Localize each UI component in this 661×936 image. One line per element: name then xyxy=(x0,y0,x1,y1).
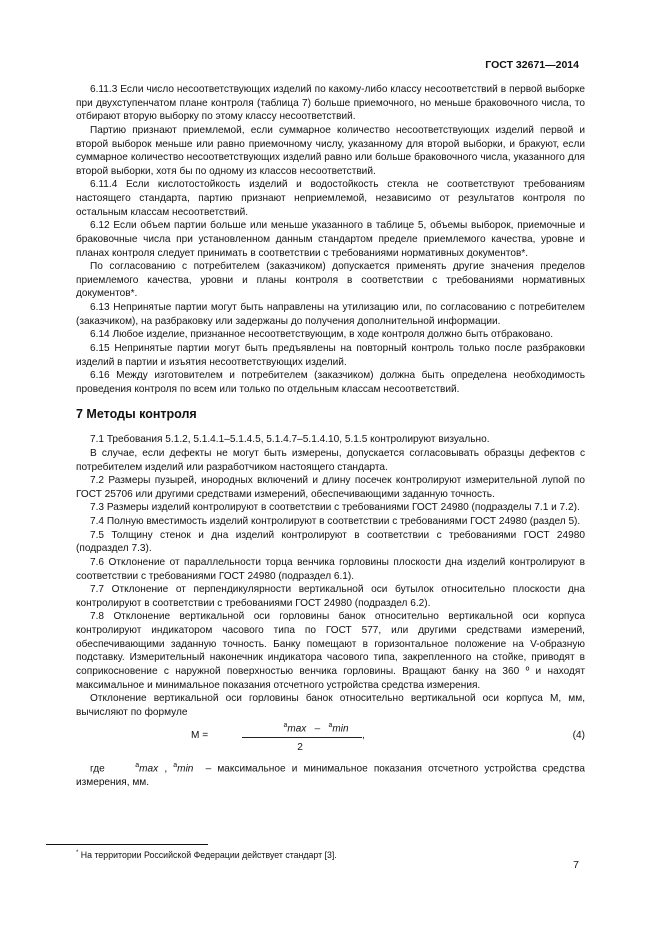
where-a-max: max xyxy=(139,763,159,775)
paragraph-6-11-4: 6.11.4 Если кислотостойкость изделий и водостойкость стекла не соответствуют требованиям настоящего стандарта, партию признают неприемлемой, независимо от результатов контроля по остальным классам несоответствий. xyxy=(76,179,585,218)
where-lead: где xyxy=(90,763,105,775)
where-a-min-superscript: a xyxy=(173,762,178,770)
paragraph-7-8: 7.8 Отклонение вертикальной оси горловины банок относительно вертикальной оси корпуса контролируют индикатором часового типа по ГОСТ 577, или другими средствами измерений, обеспечивающими заданную точность. Банку помещают в горизонтальное положение на V-образную подставку. Измерительный наконечник индикатора часового типа, закрепленного на стойке, приводят в соприкосновение с наружной поверхностью венчика горловины. Вращают банку на 360 º и находят максимальное и минимальное показания отсчетного устройства средства измерения. xyxy=(76,611,585,691)
formula-number: (4) xyxy=(572,730,585,742)
paragraph-6-11-3: 6.11.3 Если число несоответствующих изделий по какому-либо классу несоответствий в первой выборке при двухступенчатом плане контроля (таблица 7) больше приемочного, но меньше браковочного числа, то отбирают вторую выборку по этому классу несоответствий. xyxy=(76,84,585,123)
formula-minus: – xyxy=(314,723,321,735)
paragraph-7-3: 7.3 Размеры изделий контролируют в соответствии с требованиями ГОСТ 24980 (подразделы 7.1 и 7.2). xyxy=(90,502,580,514)
paragraph-agreement: По согласованию с потребителем (заказчиком) допускается применять другие значения пределов приемлемого качества, уровни и планы контроля в соответствии с требованиями нормативных документов*. xyxy=(76,261,585,300)
page-body xyxy=(76,83,585,790)
page-number: 7 xyxy=(573,859,579,871)
footnote-text: На территории Российской Федерации действует стандарт [3]. xyxy=(80,849,337,860)
where-text: – максимальное и минимальное показания отсчетного устройства средства измерения, мм. xyxy=(76,763,585,789)
formula-a-max: max xyxy=(287,723,307,735)
paragraph-acceptance: Партию признают приемлемой, если суммарное количество несоответствующих изделий первой и второй выборок меньше или равно приемочному числу, указанному для второй выборки, и бракуют, если суммарное количество несоответствующих изделий равно или больше браковочного числа, указанного для второй выборки, хотя бы по одному из классов несоответствий. xyxy=(76,124,585,177)
paragraph-7-2: 7.2 Размеры пузырей, инородных включений и длину посечек контролируют измерительной лупой по ГОСТ 25706 или другими средствами измерений, обеспечивающими заданную точность. xyxy=(76,475,585,500)
formula-fraction-line xyxy=(242,737,362,738)
paragraph-6-15: 6.15 Непринятые партии могут быть предъявлены на повторный контроль только после разбраковки изделий в партии и изъятия несоответствующих изделий. xyxy=(76,342,585,368)
footnote-mark: * xyxy=(76,850,79,856)
formula-a-max-superscript: a xyxy=(283,722,288,730)
formula-numerator xyxy=(256,721,376,736)
section-title: 7 Методы контроля xyxy=(76,407,197,422)
where-a-min: min xyxy=(177,763,194,775)
paragraph-6-13: 6.13 Непринятые партии могут быть направлены на утилизацию или, по согласованию с потребителем (заказчиком), на разбраковку или задержаны до получения дополнительной информации. xyxy=(76,302,585,327)
footnote xyxy=(76,849,337,862)
where-comma: , xyxy=(164,763,168,775)
paragraph-7-4: 7.4 Полную вместимость изделий контролируют в соответствии с требованиями ГОСТ 24980 (раздел 5). xyxy=(90,516,581,527)
paragraph-defects-samples: В случае, если дефекты не могут быть измерены, допускается согласовывать образцы дефектов с потребителем изделий или разработчиком настоящего стандарта. xyxy=(76,447,585,473)
where-a-max-superscript: a xyxy=(135,762,140,770)
formula-4 xyxy=(76,721,585,761)
formula-comma: , xyxy=(362,730,365,742)
paragraph-7-5: 7.5 Толщину стенок и дна изделий контролируют в соответствии с требованиями ГОСТ 24980 (подраздел 7.3). xyxy=(76,529,585,555)
formula-a-min-superscript: a xyxy=(328,722,333,730)
footnote-divider xyxy=(46,844,208,845)
formula-a-min: min xyxy=(332,723,349,735)
paragraph-formula-intro: Отклонение вертикальной оси горловины банок относительно вертикальной оси корпуса M, мм, вычисляют по формуле xyxy=(76,693,585,718)
paragraph-7-1: 7.1 Требования 5.1.2, 5.1.4.1–5.1.4.5, 5.1.4.7–5.1.4.10, 5.1.5 контролируют визуально. xyxy=(90,434,490,446)
formula-denominator: 2 xyxy=(297,742,303,754)
paragraph-6-14: 6.14 Любое изделие, признанное несоответствующим, в ходе контроля должно быть отбраковано. xyxy=(90,329,554,341)
paragraph-7-7: 7.7 Отклонение от перпендикулярности вертикальной оси бутылок относительно плоскости дна контролируют в соответствии с требованиями ГОСТ 24980 (подраздел 6.2). xyxy=(76,584,585,609)
formula-where-clause xyxy=(76,761,585,790)
document-header-standard-id: ГОСТ 32671—2014 xyxy=(485,59,579,71)
paragraph-6-16: 6.16 Между изготовителем и потребителем (заказчиком) должна быть определена необходимость проведения контроля по всем или только по отдельным классам несоответствий. xyxy=(76,370,585,395)
paragraph-6-12: 6.12 Если объем партии больше или меньше указанного в таблице 5, объемы выборок, приемочные и браковочные числа при установленном данным стандартом пределе приемлемого качества, уровне и планах контроля следует принимать в соответствии с требованиями нормативных документов*. xyxy=(76,220,585,259)
formula-lhs: M = xyxy=(191,730,209,742)
paragraph-7-6: 7.6 Отклонение от параллельности торца венчика горловины плоскости дна изделий контролируют в соответствии с требованиями ГОСТ 24980 (подраздел 6.1). xyxy=(76,556,585,582)
